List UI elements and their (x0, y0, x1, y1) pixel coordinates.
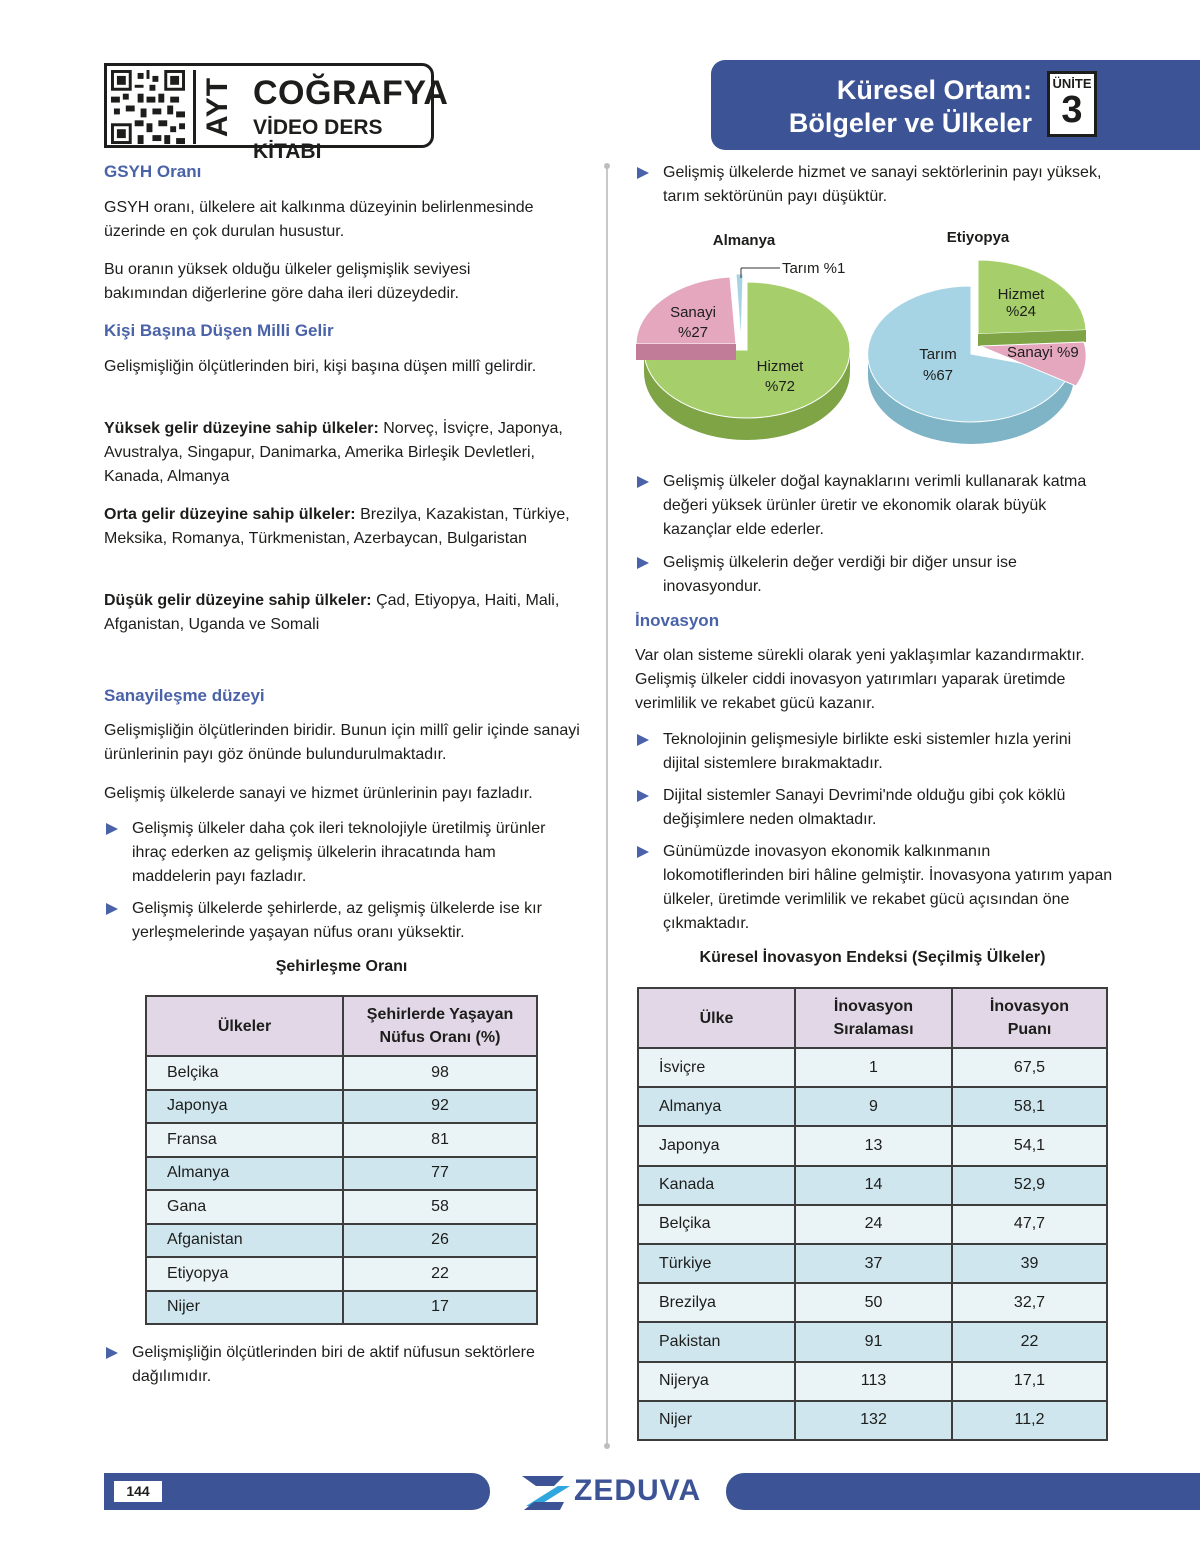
cell-country: Afganistan (146, 1224, 343, 1258)
unit-number: 3 (1061, 89, 1083, 131)
cell-value: 92 (343, 1090, 537, 1124)
brand-title: COĞRAFYA (253, 74, 449, 112)
innov-col-rank-line1: İnovasyon (833, 998, 914, 1015)
innov-col-rank (795, 988, 952, 1048)
bullet-active-population-text: Gelişmişliğin ölçütlerinden biri de aktif nüfusun sektörlere dağılımıdır. (132, 1344, 535, 1385)
table-row (638, 1362, 1107, 1401)
bullet-arrow-icon (637, 557, 649, 569)
cell-score: 32,7 (952, 1283, 1107, 1322)
innov-col-country: Ülke (638, 988, 795, 1048)
gsyh-heading: GSYH Oranı (104, 162, 202, 181)
pie-almanya (636, 232, 850, 440)
innov-col-score (952, 988, 1107, 1048)
urban-col-rate-line1: Şehirlerde Yaşayan (366, 1006, 514, 1023)
brand-exam: AYT (201, 76, 234, 138)
low-income-paragraph (104, 589, 574, 637)
table-row (638, 1322, 1107, 1361)
industry-paragraph-2: Gelişmiş ülkelerde sanayi ve hizmet ürünlerinin payı fazladır. (104, 785, 533, 802)
income-heading: Kişi Başına Düşen Milli Gelir (104, 321, 334, 340)
high-income-paragraph (104, 417, 582, 489)
cell-country: Nijer (638, 1401, 795, 1440)
table-row (638, 1166, 1107, 1205)
gsyh-paragraph-2: Bu oranın yüksek olduğu ülkeler gelişmişlik seviyesi bakımından diğerlerine göre daha ileri düzeydedir. (104, 261, 471, 302)
cell-rank: 13 (795, 1126, 952, 1165)
pie-etiyopya-title: Etiyopya (946, 229, 1010, 246)
innovation-heading: İnovasyon (635, 611, 720, 630)
cell-rank: 132 (795, 1401, 952, 1440)
high-income-label: Yüksek gelir düzeyine sahip ülkeler: (104, 420, 379, 437)
pie-almanya-sanayi-pct: %27 (677, 324, 709, 341)
unit-title-line1: Küresel Ortam: (836, 75, 1032, 105)
cell-country: Etiyopya (146, 1257, 343, 1291)
pie-etiyopya-tarim-name: Tarım (919, 346, 957, 363)
bullet-locomotive (635, 840, 1115, 936)
cell-rank: 91 (795, 1322, 952, 1361)
bullet-urban (104, 897, 574, 945)
sector-pie-charts (630, 222, 1110, 452)
cell-country: Gana (146, 1190, 343, 1224)
cell-country: İsviçre (638, 1048, 795, 1087)
bullet-exports-text: Gelişmiş ülkeler daha çok ileri teknolojiyle üretilmiş ürünler ihraç ederken az gelişmiş ülkelerin ihracatında ham maddelerin payı fazladır. (132, 820, 546, 885)
pie-etiyopya-hizmet-name: Hizmet (997, 286, 1045, 303)
high-income-text: Norveç, İsviçre, Japonya, Avustralya, Singapur, Danimarka, Amerika Birleşik Devletleri, Kanada, Almanya (104, 420, 563, 485)
table-row (638, 1126, 1107, 1165)
cell-score: 67,5 (952, 1048, 1107, 1087)
cell-country: Nijerya (638, 1362, 795, 1401)
pie-almanya-title: Almanya (712, 232, 776, 249)
industry-heading: Sanayileşme düzeyi (104, 686, 265, 705)
bullet-arrow-icon (637, 846, 649, 858)
cell-rank: 37 (795, 1244, 952, 1283)
cell-score: 17,1 (952, 1362, 1107, 1401)
bullet-resources-text: Gelişmiş ülkeler doğal kaynaklarını verimli kullanarak katma değeri yüksek ürünler üretir ve ekonomik olarak büyük kazançlar elde ederler. (663, 473, 1087, 538)
industry-paragraph-1: Gelişmişliğin ölçütlerinden biridir. Bunun için millî gelir içinde sanayi ürünlerinin payı göz önünde bulundurulmaktadır. (104, 722, 580, 763)
qr-code-icon[interactable] (111, 70, 185, 144)
table-row (638, 1087, 1107, 1126)
table-row (146, 1090, 537, 1124)
low-income-label: Düşük gelir düzeyine sahip ülkeler: (104, 592, 372, 609)
table-row (638, 1048, 1107, 1087)
unit-banner (711, 60, 1200, 150)
logo-text: ZEDUVA (574, 1474, 702, 1507)
bullet-active-population (104, 1341, 584, 1389)
bullet-digital (635, 784, 1115, 832)
mid-income-paragraph (104, 503, 574, 551)
unit-label: ÜNİTE (1052, 76, 1092, 91)
income-paragraph: Gelişmişliğin ölçütlerinden biri, kişi başına düşen millî gelirdir. (104, 358, 537, 375)
brand-subtitle: VİDEO DERS KİTABI (253, 116, 383, 163)
cell-value: 58 (343, 1190, 537, 1224)
mid-income-label: Orta gelir düzeyine sahip ülkeler: (104, 506, 356, 523)
urban-col-country: Ülkeler (146, 996, 343, 1056)
cell-rank: 24 (795, 1205, 952, 1244)
bullet-arrow-icon (637, 734, 649, 746)
bullet-sectors-text: Gelişmiş ülkelerde hizmet ve sanayi sektörlerinin payı yüksek, tarım sektörünün payı düşüktür. (663, 164, 1102, 205)
table-row (638, 1244, 1107, 1283)
table-row (146, 1257, 537, 1291)
bullet-innovation (635, 551, 1085, 599)
column-divider (606, 166, 608, 1446)
pie-etiyopya-hizmet-pct: %24 (1005, 303, 1037, 320)
bullet-digital-text: Dijital sistemler Sanayi Devrimi'nde olduğu gibi çok köklü değişimlere neden olmaktadır. (663, 787, 1066, 828)
bullet-arrow-icon (106, 1347, 118, 1359)
cell-score: 47,7 (952, 1205, 1107, 1244)
gsyh-paragraph-1: GSYH oranı, ülkelere ait kalkınma düzeyinin belirlenmesinde üzerinde en çok durulan husustur. (104, 199, 534, 240)
cell-country: Nijer (146, 1291, 343, 1325)
innovation-table (637, 987, 1108, 1441)
mid-income-text: Brezilya, Kazakistan, Türkiye, Meksika, Romanya, Türkmenistan, Azerbaycan, Bulgaristan (104, 506, 570, 547)
cell-score: 11,2 (952, 1401, 1107, 1440)
pie-almanya-tarim (736, 274, 743, 342)
cell-country: Almanya (638, 1087, 795, 1126)
table-row (146, 1123, 537, 1157)
pie-etiyopya-tarim-pct: %67 (922, 367, 954, 384)
cell-value: 81 (343, 1123, 537, 1157)
cell-country: Pakistan (638, 1322, 795, 1361)
cell-value: 22 (343, 1257, 537, 1291)
cell-country: Japonya (146, 1090, 343, 1124)
table-row (638, 1205, 1107, 1244)
bullet-arrow-icon (637, 790, 649, 802)
innov-col-rank-line2: Sıralaması (833, 1021, 914, 1038)
urban-table-title: Şehirleşme Oranı (275, 958, 408, 975)
table-row (146, 1224, 537, 1258)
cell-rank: 1 (795, 1048, 952, 1087)
cell-rank: 14 (795, 1166, 952, 1205)
cell-score: 58,1 (952, 1087, 1107, 1126)
cell-value: 26 (343, 1224, 537, 1258)
bullet-technology (635, 728, 1095, 776)
cell-country: Brezilya (638, 1283, 795, 1322)
cell-value: 98 (343, 1056, 537, 1090)
bullet-arrow-icon (637, 476, 649, 488)
brand-exam-box (193, 70, 237, 144)
cell-country: Belçika (638, 1205, 795, 1244)
cell-country: Türkiye (638, 1244, 795, 1283)
pie-almanya-hizmet-pct: %72 (764, 378, 796, 395)
unit-title (789, 74, 1032, 140)
pie-almanya-sanayi-name: Sanayi (670, 304, 716, 321)
cell-rank: 50 (795, 1283, 952, 1322)
cell-country: Almanya (146, 1157, 343, 1191)
cell-score: 52,9 (952, 1166, 1107, 1205)
pie-almanya-tarim-label: Tarım %1 (782, 260, 846, 277)
cell-value: 77 (343, 1157, 537, 1191)
cell-country: Kanada (638, 1166, 795, 1205)
bullet-exports (104, 817, 574, 889)
bullet-innovation-text: Gelişmiş ülkelerin değer verdiği bir diğer unsur ise inovasyondur. (663, 554, 1017, 595)
urban-table (145, 995, 538, 1325)
cell-country: Japonya (638, 1126, 795, 1165)
cell-score: 39 (952, 1244, 1107, 1283)
table-row (146, 1190, 537, 1224)
cell-value: 17 (343, 1291, 537, 1325)
urban-col-rate (343, 996, 537, 1056)
table-row (146, 1056, 537, 1090)
bullet-technology-text: Teknolojinin gelişmesiyle birlikte eski sistemler hızla yerini dijital sistemlere bırakmaktadır. (663, 731, 1072, 772)
innovation-paragraph: Var olan sisteme sürekli olarak yeni yaklaşımlar kazandırmaktır. Gelişmiş ülkeler ciddi inovasyon yatırımları yaparak üretimde verimlilik ve rekabet gücü kazanır. (635, 647, 1085, 712)
pie-almanya-hizmet-name: Hizmet (756, 358, 804, 375)
bullet-urban-text: Gelişmiş ülkelerde şehirlerde, az gelişmiş ülkelerde ise kır yerleşmelerinde yaşayan nüfus oranı yüksektir. (132, 900, 542, 941)
cell-score: 22 (952, 1322, 1107, 1361)
pie-etiyopya-sanayi-label: Sanayi %9 (1007, 344, 1079, 361)
bullet-locomotive-text: Günümüzde inovasyon ekonomik kalkınmanın lokomotiflerinden biri hâline gelmiştir. İnovasyona yatırım yapan ülkeler, üretimde verimlilik ve rekabet gücü açısından öne çıkmaktadır. (663, 843, 1113, 932)
footer-left-bar (104, 1473, 490, 1510)
cell-score: 54,1 (952, 1126, 1107, 1165)
innov-col-score-line2: Puanı (1007, 1021, 1052, 1038)
table-row (146, 1291, 537, 1325)
cell-country: Belçika (146, 1056, 343, 1090)
table-row (638, 1401, 1107, 1440)
cell-country: Fransa (146, 1123, 343, 1157)
bullet-arrow-icon (637, 167, 649, 179)
brand-box (104, 63, 449, 163)
bullet-arrow-icon (106, 903, 118, 915)
urban-col-rate-line2: Nüfus Oranı (%) (379, 1029, 501, 1046)
unit-title-line2: Bölgeler ve Ülkeler (788, 108, 1032, 138)
low-income-text: Çad, Etiyopya, Haiti, Mali, Afganistan, Uganda ve Somali (104, 592, 560, 633)
bullet-resources (635, 470, 1105, 542)
footer-right-bar (726, 1473, 1200, 1510)
page-number: 144 (114, 1481, 162, 1502)
pie-etiyopya (868, 229, 1086, 444)
innovation-table-title: Küresel İnovasyon Endeksi (Seçilmiş Ülkeler) (699, 949, 1046, 966)
table-row (638, 1283, 1107, 1322)
bullet-arrow-icon (106, 823, 118, 835)
unit-badge (1047, 71, 1097, 137)
cell-rank: 9 (795, 1087, 952, 1126)
bullet-sectors (635, 161, 1105, 209)
innov-col-score-line1: İnovasyon (989, 998, 1070, 1015)
cell-rank: 113 (795, 1362, 952, 1401)
table-row (146, 1157, 537, 1191)
